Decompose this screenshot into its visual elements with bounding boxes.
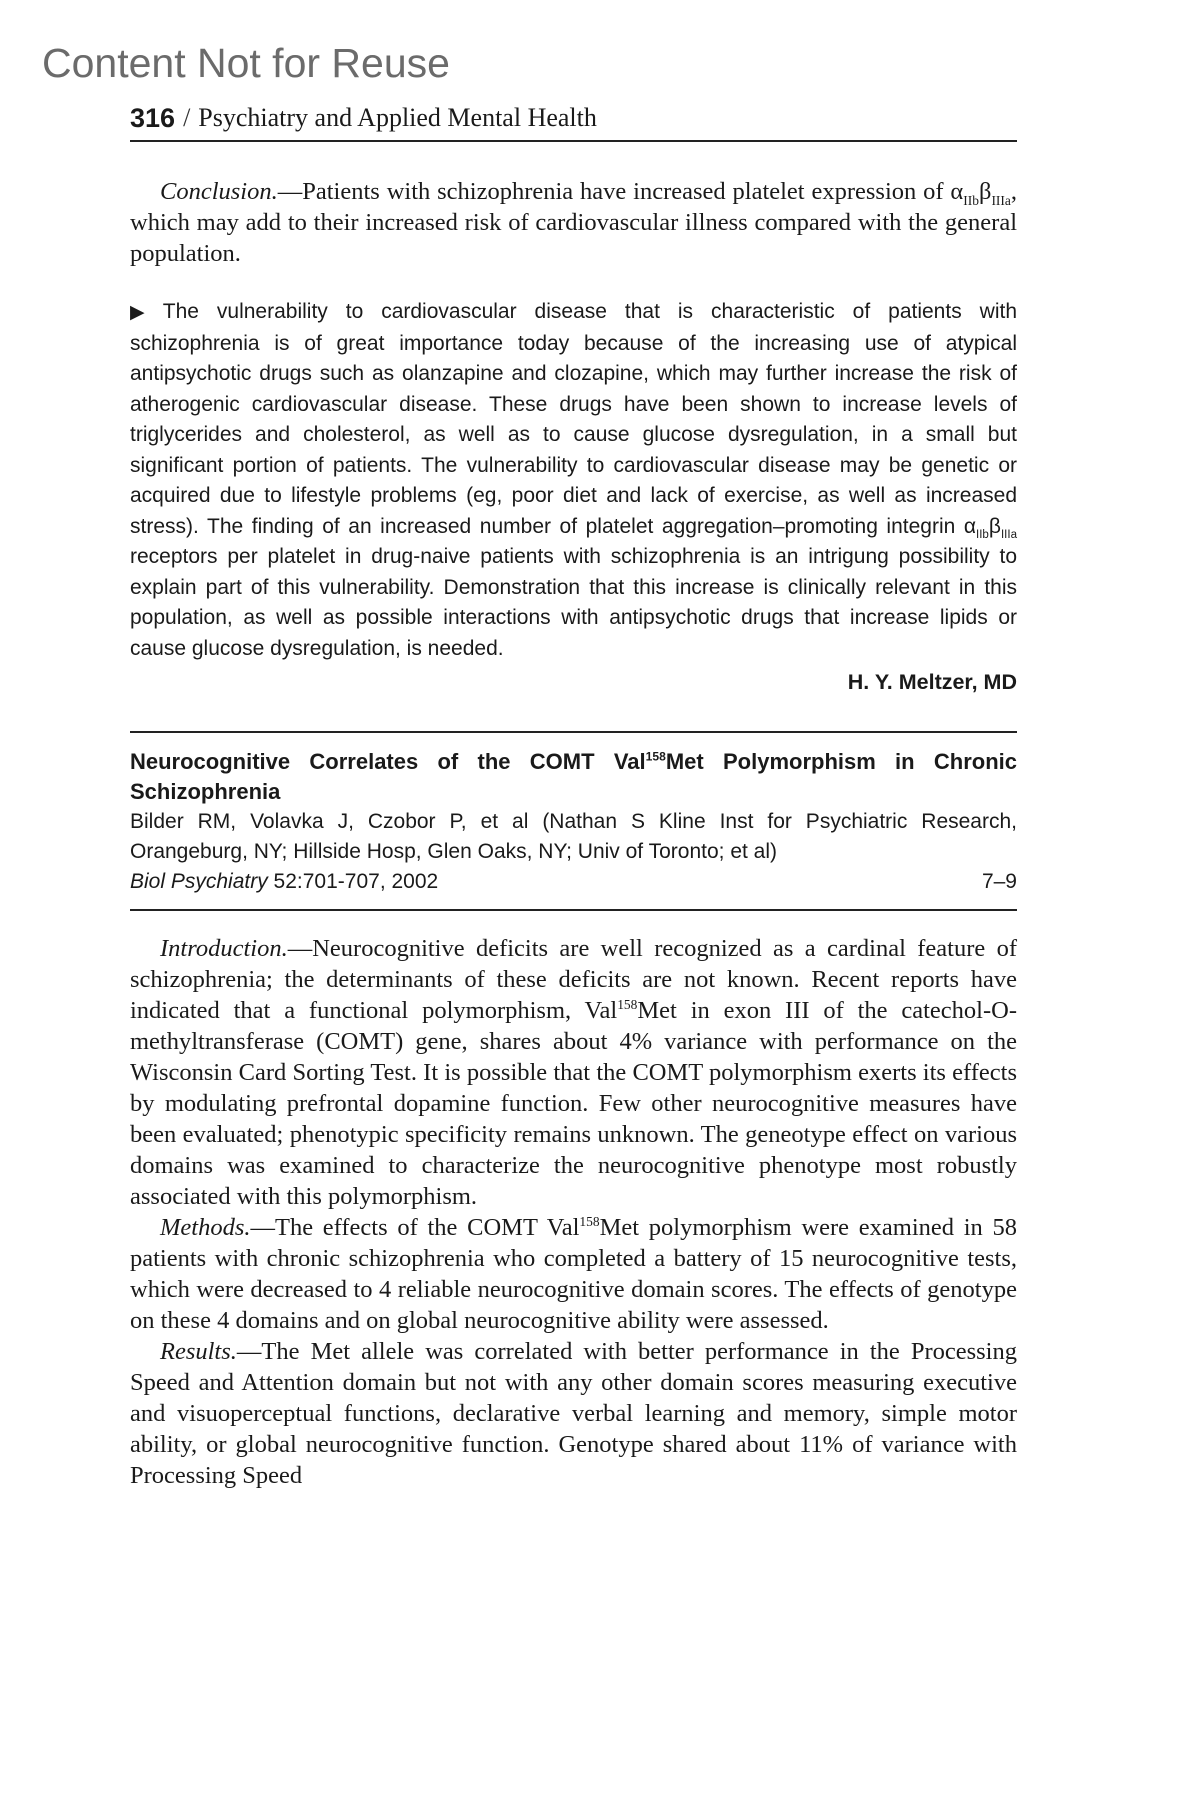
journal-line — [130, 867, 1017, 897]
triangle-marker-icon: ▶ — [130, 302, 157, 323]
volume-pages: 52:701-707, 2002 — [267, 870, 439, 893]
page-body — [130, 96, 1017, 1491]
commentary-text-1: The vulnerability to cardiovascular disease that is characteristic of patients with schizophrenia is of great importance today because of the increasing use of atypical antipsychotic drugs such as olanzapine and clozapine, which may further increase the risk of atherogenic cardiovascular disease. These drugs have been shown to increase levels of triglycerides and cholesterol, as well as to cause glucose dysregulation, in a small but significant portion of patients. The vulnerability to cardiovascular disease may be genetic or acquired due to lifestyle problems (eg, poor diet and lack of exercise, as well as increased stress). The finding of an increased number of platelet aggregation–promoting integrin α — [130, 300, 1017, 538]
commentary-author: H. Y. Meltzer, MD — [847, 670, 1017, 694]
running-head — [130, 96, 1017, 142]
conclusion-text-c: , which may add to their increased risk of cardiovascular illness compared with the general population. — [130, 178, 1017, 267]
results-text: —The Met allele was correlated with better performance in the Processing Speed and Attention domain but not with any other domain scores measuring executive and visuoperceptual functions, declarative verbal learning and memory, simple motor ability, or global neurocognitive function. Genotype shared about 11% of variance with Processing Speed — [130, 1338, 1017, 1489]
introduction-text-b: Met in exon III of the catechol-O-methyltransferase (COMT) gene, shares about 4% variance with performance on the Wisconsin Card Sorting Test. It is possible that the COMT polymorphism exerts its effects by modulating prefrontal dopamine function. Few other neurocognitive measures have been evaluated; phenotypic specificity remains unknown. The geneotype effect on various domains was examined to characterize the neurocognitive phenotype most robustly associated with this polymorphism. — [130, 997, 1017, 1210]
introduction-superscript: 158 — [617, 996, 638, 1012]
commentary-beta: β — [988, 514, 1001, 538]
conclusion-text-a: —Patients with schizophrenia have increased platelet expression of α — [277, 178, 964, 205]
conclusion-paragraph — [130, 176, 1017, 269]
divider-bottom — [130, 909, 1017, 911]
commentary-text-2: receptors per platelet in drug-naive patients with schizophrenia is an intrigung possibility to explain part of this vulnerability. Demonstration that this increase is clinically relevant in this population, as well as possible interactions with antipsychotic drugs that increase lipids or cause glucose dysregulation, is needed. — [130, 545, 1017, 660]
results-paragraph — [130, 1336, 1017, 1491]
introduction-paragraph — [130, 933, 1017, 1212]
journal-name: Biol Psychiatry — [130, 870, 268, 893]
conclusion-heading: Conclusion. — [160, 178, 278, 205]
title-part-2: Met Polymorphism in Chronic Schizophrenia — [130, 749, 1017, 804]
divider-top — [130, 731, 1017, 733]
results-heading: Results. — [160, 1338, 237, 1365]
author-affiliations: Bilder RM, Volavka J, Czobor P, et al (Nathan S Kline Inst for Psychiatric Research, Orangeburg, NY; Hillside Hosp, Glen Oaks, NY; Univ of Toronto; et al) — [130, 810, 1017, 863]
title-superscript: 158 — [645, 749, 666, 764]
article-title — [130, 747, 1017, 807]
conclusion-subscript-1: IIb — [963, 192, 979, 208]
section-title: Psychiatry and Applied Mental Health — [198, 103, 597, 132]
commentary-paragraph — [130, 297, 1017, 664]
methods-superscript: 158 — [579, 1213, 600, 1229]
methods-heading: Methods. — [160, 1214, 251, 1241]
commentary-subscript-2: IIIa — [1000, 528, 1017, 541]
commentary-subscript-1: IIb — [976, 528, 989, 541]
watermark: Content Not for Reuse — [42, 40, 450, 86]
header-separator: / — [183, 103, 191, 132]
introduction-heading: Introduction. — [160, 935, 288, 962]
page-number: 316 — [130, 102, 176, 133]
journal-reference — [130, 867, 438, 897]
introduction-text-a: —Neurocognitive deficits are well recognized as a cardinal feature of schizophrenia; the determinants of these deficits are not known. Recent reports have indicated that a functional polymorphism, Val — [130, 935, 1017, 1024]
methods-paragraph — [130, 1212, 1017, 1336]
article-citation — [130, 807, 1017, 897]
methods-text-a: —The effects of the COMT Val — [250, 1214, 580, 1241]
conclusion-text-b: β — [978, 178, 992, 205]
conclusion-subscript-2: IIIa — [991, 192, 1011, 208]
article-code: 7–9 — [981, 870, 1017, 893]
title-part-1: Neurocognitive Correlates of the COMT Val — [130, 749, 646, 774]
methods-text-b: Met polymorphism were examined in 58 patients with chronic schizophrenia who completed a battery of 15 neurocognitive tests, which were decreased to 4 reliable neurocognitive domain scores. The effects of genotype on these 4 domains and on global neurocognitive ability were assessed. — [130, 1214, 1017, 1334]
